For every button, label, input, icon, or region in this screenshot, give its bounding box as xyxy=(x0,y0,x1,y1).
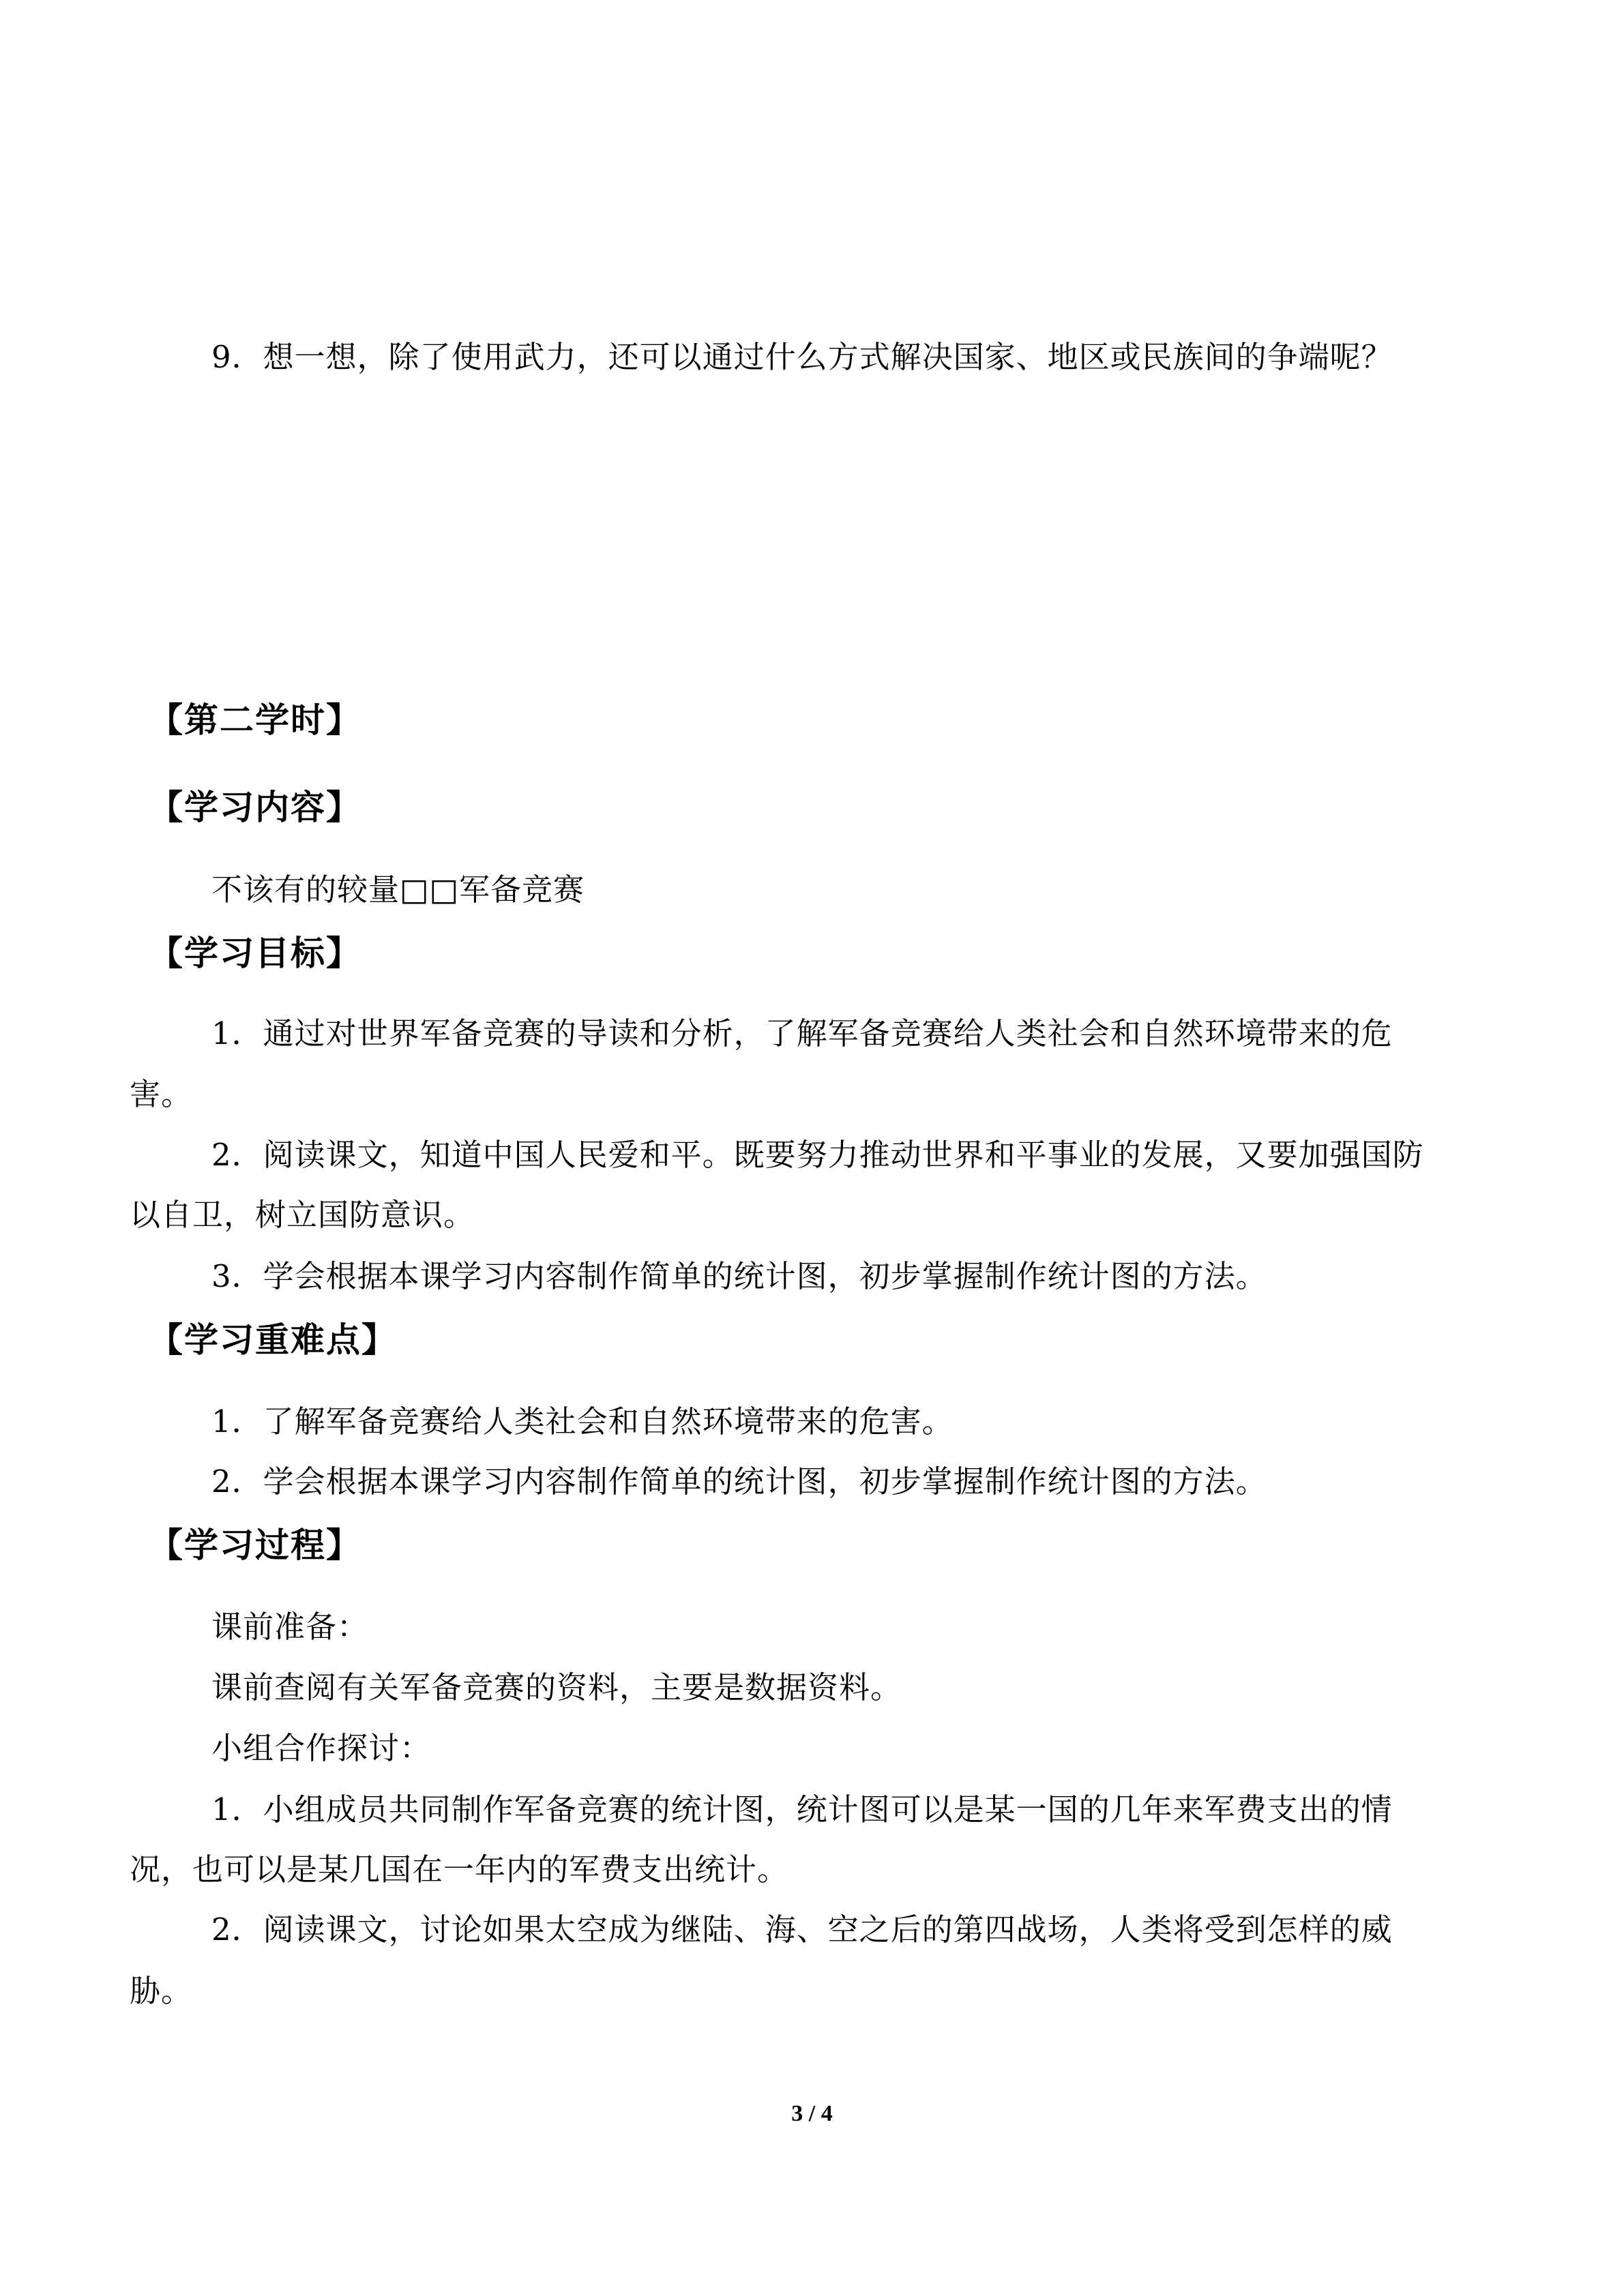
page-number: 3 / 4 xyxy=(791,2101,833,2126)
key-point-2: 2．学会根据本课学习内容制作简单的统计图，初步掌握制作统计图的方法。 xyxy=(211,1463,1267,1500)
process-2-line-2: 胁。 xyxy=(130,1973,193,2009)
prep-label: 课前准备： xyxy=(211,1609,369,1645)
objectives-heading: 【学习目标】 xyxy=(149,934,361,973)
key-points-heading: 【学习重难点】 xyxy=(149,1320,397,1360)
objective-2-line-1: 2．阅读课文，知道中国人民爱和平。既要努力推动世界和平事业的发展，又要加强国防 xyxy=(211,1137,1424,1173)
objective-1-line-1: 1．通过对世界军备竞赛的导读和分析，了解军备竞赛给人类社会和自然环境带来的危 xyxy=(211,1015,1393,1052)
objective-3: 3．学会根据本课学习内容制作简单的统计图，初步掌握制作统计图的方法。 xyxy=(211,1258,1267,1294)
question-9: 9．想一想，除了使用武力，还可以通过什么方式解决国家、地区或民族间的争端呢？ xyxy=(211,339,1393,375)
objective-1-line-2: 害。 xyxy=(130,1076,193,1112)
process-2-line-1: 2．阅读课文，讨论如果太空成为继陆、海、空之后的第四战场，人类将受到怎样的威 xyxy=(211,1911,1393,1948)
key-point-1: 1．了解军备竞赛给人类社会和自然环境带来的危害。 xyxy=(211,1403,954,1440)
objective-2-line-2: 以自卫，树立国防意识。 xyxy=(130,1197,475,1233)
section-title: 【第二学时】 xyxy=(149,700,361,740)
group-label: 小组合作探讨： xyxy=(211,1730,432,1766)
process-1-line-2: 况，也可以是某几国在一年内的军费支出统计。 xyxy=(130,1851,789,1888)
process-1-line-1: 1．小组成员共同制作军备竞赛的统计图，统计图可以是某一国的几年来军费支出的情 xyxy=(211,1791,1393,1828)
process-heading: 【学习过程】 xyxy=(149,1525,361,1565)
content-heading: 【学习内容】 xyxy=(149,788,361,827)
content-text: 不该有的较量□□军备竞赛 xyxy=(211,871,585,908)
prep-text: 课前查阅有关军备竞赛的资料，主要是数据资料。 xyxy=(211,1669,902,1705)
